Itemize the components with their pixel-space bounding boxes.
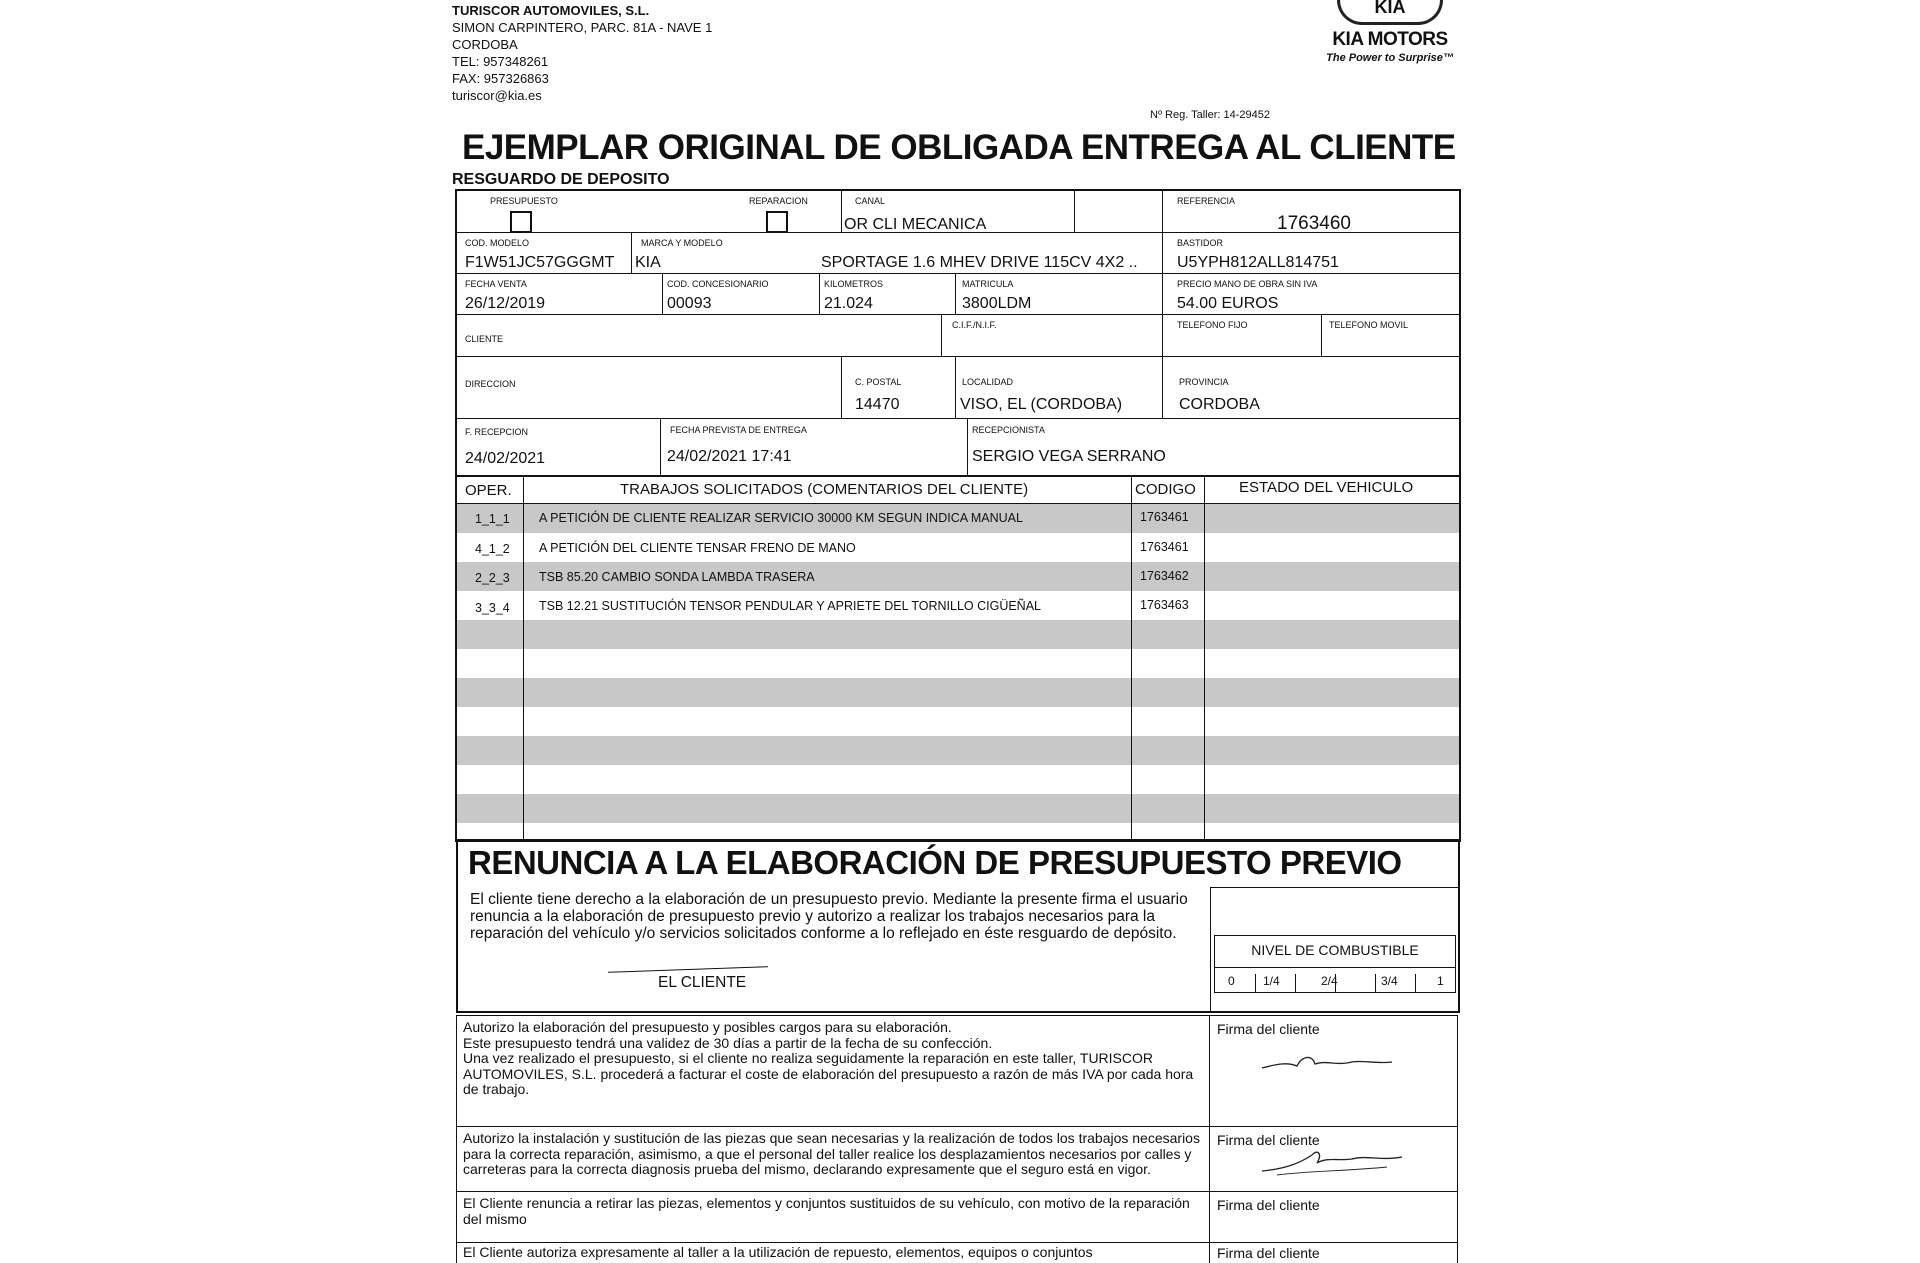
referencia-label: REFERENCIA <box>1177 196 1236 206</box>
el-cliente-label: EL CLIENTE <box>658 974 747 991</box>
reg-taller: Nº Reg. Taller: 14-29452 <box>1150 109 1270 121</box>
header-oper: OPER. <box>465 482 512 499</box>
signature-icon <box>1257 1141 1407 1181</box>
fuel-level-1: 1 <box>1437 974 1444 988</box>
company-city: CORDOBA <box>452 37 518 52</box>
auth-block <box>456 1126 1458 1192</box>
precio-label: PRECIO MANO DE OBRA SIN IVA <box>1177 279 1318 289</box>
document-subtitle: RESGUARDO DE DEPOSITO <box>452 171 670 188</box>
referencia-value: 1763460 <box>1277 213 1351 234</box>
cif-label: C.I.F./N.I.F. <box>952 320 997 330</box>
entrega-label: FECHA PREVISTA DE ENTREGA <box>670 425 807 435</box>
company-info <box>452 2 712 104</box>
recepcion-label: F. RECEPCION <box>465 427 529 437</box>
row-oper: 4_1_2 <box>475 542 510 556</box>
auth-block <box>456 1191 1458 1243</box>
firma-cliente-label: Firma del cliente <box>1217 1197 1320 1213</box>
recepcionista-label: RECEPCIONISTA <box>972 425 1045 435</box>
renuncia-section <box>456 839 1460 1013</box>
kilometros-value: 21.024 <box>824 295 873 312</box>
fuel-level-0: 0 <box>1228 974 1235 988</box>
row-desc: TSB 85.20 CAMBIO SONDA LAMBDA TRASERA <box>539 570 815 584</box>
firma-cliente-label: Firma del cliente <box>1217 1245 1320 1261</box>
header-estado: ESTADO DEL VEHICULO <box>1239 479 1414 496</box>
kia-brand: KIA MOTORS <box>1332 29 1448 50</box>
row-oper: 1_1_1 <box>475 512 510 526</box>
presupuesto-checkbox[interactable] <box>510 211 532 233</box>
table-row <box>457 562 1459 591</box>
firma-cliente-label: Firma del cliente <box>1217 1132 1320 1148</box>
reparacion-checkbox[interactable] <box>766 211 788 233</box>
presupuesto-label: PRESUPUESTO <box>490 196 558 206</box>
company-address: SIMON CARPINTERO, PARC. 81A - NAVE 1 <box>452 20 713 35</box>
row-code: 1763463 <box>1140 598 1189 612</box>
cpostal-value: 14470 <box>855 396 900 413</box>
fecha-venta-value: 26/12/2019 <box>465 295 546 312</box>
row-oper: 2_2_3 <box>475 571 510 585</box>
cod-modelo-value: F1W51JC57GGGMT <box>465 254 615 271</box>
jobs-header <box>457 477 1459 504</box>
document-title: EJEMPLAR ORIGINAL DE OBLIGADA ENTREGA AL CLIENTE <box>462 128 1456 167</box>
direccion-label: DIRECCION <box>465 379 516 389</box>
fuel-level-2-4: 2/4 <box>1321 974 1338 988</box>
signature-icon <box>1257 1046 1397 1076</box>
auth-text: Autorizo la elaboración del presupuesto y posibles cargos para su elaboración. Este presupuesto tendrá una validez de 30 días a partir de la fecha de su confección. Una vez realizado el presupuesto, si el cliente no realiza seguidamente la reparación en este taller, TURISCOR AUTOMOVILES, S.L. procederá a facturar el coste de elaboración del presupuesto a razón de más IVA por cada hora de trabajo. <box>463 1019 1194 1097</box>
canal-label: CANAL <box>855 196 886 206</box>
signature-line <box>608 966 768 973</box>
auth-text: El Cliente autoriza expresamente al taller a la utilización de repuesto, elementos, equipos o conjuntos <box>463 1244 1093 1260</box>
reparacion-label: REPARACION <box>749 196 808 206</box>
firma-cliente-label: Firma del cliente <box>1217 1021 1320 1037</box>
bastidor-label: BASTIDOR <box>1177 238 1224 248</box>
company-fax: FAX: 957326863 <box>452 71 549 86</box>
telefono-fijo-label: TELEFONO FIJO <box>1177 320 1248 330</box>
kia-logo <box>1320 0 1460 64</box>
precio-value: 54.00 EUROS <box>1177 295 1279 312</box>
provincia-value: CORDOBA <box>1179 396 1260 413</box>
header-codigo: CODIGO <box>1135 481 1196 498</box>
company-name: TURISCOR AUTOMOVILES, S.L. <box>452 3 650 18</box>
kia-tagline: The Power to Surprise™ <box>1326 52 1454 64</box>
localidad-label: LOCALIDAD <box>962 377 1014 387</box>
auth-text: Autorizo la instalación y sustitución de las piezas que sean necesarias y la realización de todos los trabajos necesarios para la correcta reparación, asimismo, a que el personal del taller realice los desplazamientos necesarios por calles y carreteras para la correcta diagnosis prueba del mismo, declarando expresamente que el seguro está en vigor. <box>463 1130 1200 1177</box>
fuel-level-3-4: 3/4 <box>1381 974 1398 988</box>
row-code: 1763461 <box>1140 510 1189 524</box>
recepcion-value: 24/02/2021 <box>465 450 546 467</box>
cod-modelo-label: COD. MODELO <box>465 238 530 248</box>
bastidor-value: U5YPH812ALL814751 <box>1177 254 1339 271</box>
fecha-venta-label: FECHA VENTA <box>465 279 527 289</box>
header-trabajos: TRABAJOS SOLICITADOS (COMENTARIOS DEL CLIENTE) <box>620 481 1029 498</box>
marca-value: KIA <box>635 254 661 271</box>
table-row <box>457 591 1459 620</box>
auth-text: El Cliente renuncia a retirar las piezas, elementos y conjuntos sustituidos de su vehículo, con motivo de la reparación del mismo <box>463 1195 1190 1227</box>
auth-block <box>456 1015 1458 1127</box>
table-row <box>457 504 1459 533</box>
renuncia-title: RENUNCIA A LA ELABORACIÓN DE PRESUPUESTO PREVIO <box>468 844 1402 881</box>
entrega-value: 24/02/2021 17:41 <box>667 448 792 465</box>
cod-concesionario-label: COD. CONCESIONARIO <box>667 279 769 289</box>
row-desc: TSB 12.21 SUSTITUCIÓN TENSOR PENDULAR Y APRIETE DEL TORNILLO CIGÜEÑAL <box>539 599 1042 613</box>
fuel-title: NIVEL DE COMBUSTIBLE <box>1251 942 1419 958</box>
row-code: 1763461 <box>1140 540 1189 554</box>
renuncia-body: El cliente tiene derecho a la elaboración de un presupuesto previo. Mediante la presente firma el usuario renuncia a la elaboración de presupuesto previo y autorizo a realizar los trabajos necesarios para la reparación del vehículo y/o servicios solicitados conforme a lo reflejado en éste resguardo de depósito. <box>470 891 1188 942</box>
canal-value: OR CLI MECANICA <box>844 216 987 233</box>
kia-emblem: KIA <box>1337 0 1443 25</box>
telefono-movil-label: TELEFONO MOVIL <box>1329 320 1409 330</box>
matricula-label: MATRICULA <box>962 279 1014 289</box>
cliente-label: CLIENTE <box>465 334 504 344</box>
row-code: 1763462 <box>1140 569 1189 583</box>
row-desc: A PETICIÓN DEL CLIENTE TENSAR FRENO DE MANO <box>539 541 856 555</box>
recepcionista-value: SERGIO VEGA SERRANO <box>972 448 1166 465</box>
marca-label: MARCA Y MODELO <box>641 238 723 248</box>
matricula-value: 3800LDM <box>962 295 1032 312</box>
row-desc: A PETICIÓN DE CLIENTE REALIZAR SERVICIO 30000 KM SEGUN INDICA MANUAL <box>539 511 1023 525</box>
cpostal-label: C. POSTAL <box>855 377 902 387</box>
jobs-table <box>455 475 1461 842</box>
cod-concesionario-value: 00093 <box>667 295 712 312</box>
company-email: turiscor@kia.es <box>452 88 542 103</box>
table-row <box>457 533 1459 562</box>
vehicle-form <box>455 189 1461 477</box>
kilometros-label: KILOMETROS <box>824 279 884 289</box>
modelo-value: SPORTAGE 1.6 MHEV DRIVE 115CV 4X2 .. <box>821 254 1138 271</box>
company-tel: TEL: 957348261 <box>452 54 549 69</box>
fuel-level-1-4: 1/4 <box>1263 974 1280 988</box>
provincia-label: PROVINCIA <box>1179 377 1229 387</box>
row-oper: 3_3_4 <box>475 601 510 615</box>
localidad-value: VISO, EL (CORDOBA) <box>960 396 1123 413</box>
fuel-gauge <box>1214 935 1456 993</box>
